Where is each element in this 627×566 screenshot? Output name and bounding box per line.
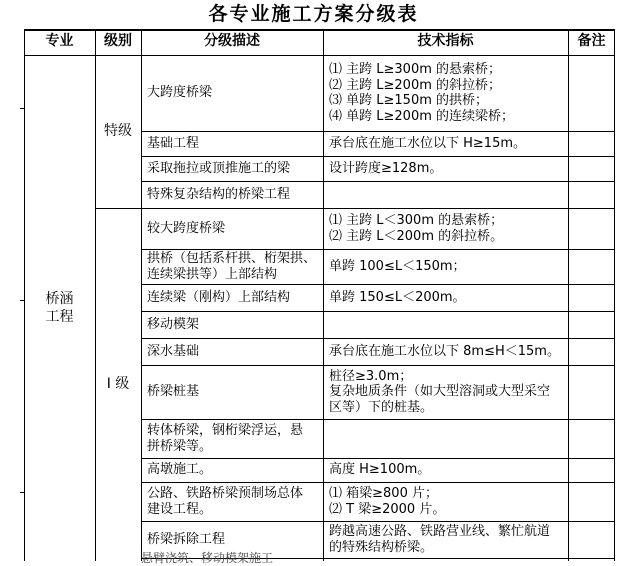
row-remark [568, 311, 615, 338]
description-line: 深水基础 [147, 343, 200, 359]
grid-row-line [95, 208, 615, 209]
description-line: 桥梁桩基 [147, 384, 200, 400]
cut-off-text: 悬臂浇筑、移动模架施工 [141, 551, 274, 565]
description-line: 较大跨度桥梁 [147, 220, 226, 236]
row-indicator [323, 156, 568, 181]
description-line: 转体桥梁，钢桁梁浮运，悬 [147, 423, 304, 438]
header-level: 级别 [104, 33, 132, 50]
row-indicator [323, 55, 568, 131]
indicator-line: 高度 H≥100m。 [329, 462, 431, 478]
row-remark [568, 156, 615, 181]
grid-row-line [141, 482, 615, 483]
indicator-line: ⑵ T 梁≥2000 片。 [329, 501, 446, 517]
grid-row-line [141, 338, 615, 339]
row-remark [568, 284, 615, 311]
row-indicator [323, 249, 568, 284]
row-remark [568, 55, 615, 131]
indicator-line: ⑴ 主跨 L＜300m 的悬索桥； [329, 213, 504, 228]
indicator-line: ⑷ 单跨 L≥200m 的连续梁桥； [329, 108, 515, 124]
row-description [141, 338, 323, 365]
indicator-line: 区等）下的桩基。 [329, 399, 434, 415]
description-line: 特殊复杂结构的桥梁工程 [147, 186, 291, 202]
description-line: 连续梁（刚构）上部结构 [147, 289, 291, 305]
row-indicator [323, 284, 568, 311]
grid-header-line [24, 55, 615, 56]
row-remark [568, 365, 615, 419]
level-special-cell: 特级 [104, 122, 132, 139]
row-description [141, 311, 323, 338]
description-line: 基础工程 [147, 135, 200, 151]
major-line: 桥涵 [45, 291, 74, 307]
row-description [141, 365, 323, 419]
indicator-line: 承台底在施工水位以下 8m≤H＜15m。 [329, 343, 560, 359]
description-line: 建设工程。 [147, 501, 213, 517]
description-line: 采取拖拉或顶推施工的梁 [147, 160, 291, 176]
row-remark [568, 458, 615, 482]
description-line: 移动模架 [147, 316, 200, 332]
indicator-line: 跨越高速公路、铁路营业线、繁忙航道 [329, 524, 551, 539]
row-description [141, 181, 323, 208]
major-cell [24, 55, 95, 561]
grid-row-line [141, 419, 615, 420]
description-line: 连续梁拱等）上部结构 [147, 266, 278, 282]
indicator-line: 单跨 150≤L＜200m。 [329, 289, 466, 305]
row-remark [568, 131, 615, 156]
cut-off-row [141, 551, 331, 565]
row-remark [568, 249, 615, 284]
row-description [141, 208, 323, 249]
row-indicator [323, 419, 568, 458]
row-indicator [323, 365, 568, 419]
row-indicator [323, 181, 568, 208]
row-indicator [323, 131, 568, 156]
description-line: 高墩施工。 [147, 462, 213, 478]
grid-row-line [141, 311, 615, 312]
row-remark [568, 482, 615, 521]
row-indicator [323, 338, 568, 365]
grid-top-line [24, 29, 615, 31]
grid-row-line [141, 181, 615, 182]
indicator-line: 承台底在施工水位以下 H≥15m。 [329, 135, 527, 151]
indicator-line: ⑵ 主跨 L≥200m 的斜拉桥； [329, 77, 502, 93]
margin-tick [20, 108, 24, 109]
grid-row-line [141, 249, 615, 250]
row-indicator [323, 458, 568, 482]
grid-vertical-line [24, 29, 25, 561]
row-remark [568, 181, 615, 208]
indicator-line: ⑴ 主跨 L≥300m 的悬索桥； [329, 62, 502, 77]
indicator-line: ⑵ 主跨 L＜200m 的斜拉桥。 [329, 228, 504, 244]
row-description [141, 131, 323, 156]
row-description [141, 156, 323, 181]
margin-tick [20, 300, 24, 301]
indicator-line: 设计跨度≥128m。 [329, 160, 443, 176]
row-indicator [323, 311, 568, 338]
row-remark [568, 208, 615, 249]
row-description [141, 458, 323, 482]
row-indicator [323, 208, 568, 249]
indicator-line: 桩径≥3.0m； [329, 368, 413, 384]
indicator-line: 的特殊结构桥梁。 [329, 539, 434, 555]
header-description: 分级描述 [204, 33, 260, 50]
description-line: 桥梁拆除工程 [147, 531, 226, 547]
grid-row-line [141, 521, 615, 522]
header-major: 专业 [45, 33, 74, 50]
margin-tick [20, 492, 24, 493]
row-remark [568, 338, 615, 365]
indicator-line: ⑴ 箱梁≥800 片； [329, 486, 438, 501]
header-indicator: 技术指标 [417, 33, 474, 50]
grid-row-line [141, 284, 615, 285]
indicator-line: ⑶ 单跨 L≥150m 的拱桥； [329, 93, 489, 108]
row-indicator [323, 521, 568, 558]
grid-row-line [141, 365, 615, 366]
header-remark: 备注 [577, 33, 606, 50]
row-description [141, 55, 323, 131]
row-remark [568, 419, 615, 458]
row-description [141, 482, 323, 521]
row-description [141, 249, 323, 284]
description-line: 拱桥（包括系杆拱、桁架拱、 [147, 251, 317, 266]
row-description [141, 284, 323, 311]
description-line: 大跨度桥梁 [147, 85, 213, 101]
row-remark [568, 521, 615, 558]
indicator-line: 单跨 100≤L＜150m； [329, 258, 466, 274]
major-line: 工程 [45, 309, 74, 325]
grid-row-line [141, 131, 615, 132]
grid-vertical-line [95, 29, 96, 561]
grid-row-line [141, 458, 615, 459]
description-line: 拼桥梁等。 [147, 438, 213, 454]
level-1-cell: I 级 [106, 375, 130, 392]
indicator-line: 复杂地质条件（如大型溶洞或大型采空 [329, 384, 551, 400]
row-indicator [323, 482, 568, 521]
description-line: 公路、铁路桥梁预制场总体 [147, 486, 304, 501]
grid-row-line [141, 156, 615, 157]
document-title: 各专业施工方案分级表 [208, 3, 419, 25]
row-description [141, 419, 323, 458]
